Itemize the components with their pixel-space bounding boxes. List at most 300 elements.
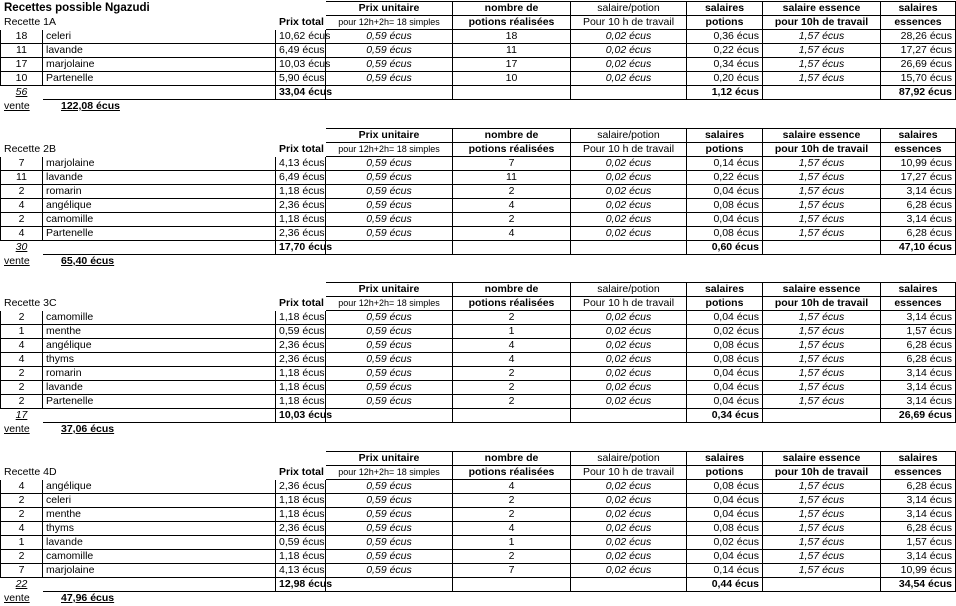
- header-nombre-sub[interactable]: potions réalisées: [453, 143, 571, 157]
- herb-cell[interactable]: angélique: [43, 339, 276, 353]
- salary-potion-cell[interactable]: 0,02 écus: [571, 550, 687, 564]
- header-salaires-potions[interactable]: salaires: [687, 283, 763, 297]
- header-salaires-essences-sub[interactable]: essences: [881, 143, 956, 157]
- header-salaires-potions[interactable]: salaires: [687, 2, 763, 16]
- header-prix-total[interactable]: Prix total: [279, 466, 324, 478]
- herb-cell[interactable]: lavande: [43, 44, 276, 58]
- potions-cell[interactable]: 2: [453, 185, 571, 199]
- potions-cell[interactable]: 2: [453, 494, 571, 508]
- herb-cell[interactable]: celeri: [43, 494, 276, 508]
- salaries-potions-cell[interactable]: 0,04 écus: [687, 395, 763, 409]
- salaries-potions-cell[interactable]: 0,04 écus: [687, 367, 763, 381]
- potions-cell[interactable]: 4: [453, 227, 571, 241]
- total-cell[interactable]: 1,18 écus: [276, 311, 326, 325]
- header-nombre[interactable]: nombre de: [453, 283, 571, 297]
- header-prix-unitaire[interactable]: Prix unitaire: [326, 452, 453, 466]
- salary-potion-cell[interactable]: 0,02 écus: [571, 353, 687, 367]
- header-salaire-essence-sub[interactable]: pour 10h de travail: [763, 297, 881, 311]
- header-salaires-essences[interactable]: salaires: [881, 129, 956, 143]
- total-cell[interactable]: 5,90 écus: [276, 72, 326, 86]
- salaries-essences-cell[interactable]: 17,27 écus: [881, 44, 956, 58]
- empty-cell[interactable]: [763, 100, 881, 114]
- total-cell[interactable]: 2,36 écus: [276, 199, 326, 213]
- salary-potion-cell[interactable]: 0,02 écus: [571, 325, 687, 339]
- header-salaire-essence[interactable]: salaire essence: [763, 452, 881, 466]
- potions-cell[interactable]: 2: [453, 395, 571, 409]
- header-nombre-sub[interactable]: potions réalisées: [453, 466, 571, 480]
- empty-cell[interactable]: [763, 592, 881, 606]
- empty-cell[interactable]: [326, 86, 453, 100]
- total-cell[interactable]: 1,18 écus: [276, 508, 326, 522]
- total-cell[interactable]: 0,59 écus: [276, 325, 326, 339]
- qty-cell[interactable]: 7: [1, 157, 43, 171]
- salary-essence-cell[interactable]: 1,57 écus: [763, 171, 881, 185]
- herb-cell[interactable]: menthe: [43, 325, 276, 339]
- total-cell[interactable]: 1,18 écus: [276, 494, 326, 508]
- unit-price-cell[interactable]: 0,59 écus: [326, 171, 453, 185]
- header-nombre[interactable]: nombre de: [453, 129, 571, 143]
- potions-cell[interactable]: 7: [453, 564, 571, 578]
- total-cell[interactable]: 0,59 écus: [276, 536, 326, 550]
- empty-cell[interactable]: [453, 86, 571, 100]
- salaries-essences-cell[interactable]: 26,69 écus: [881, 58, 956, 72]
- unit-price-cell[interactable]: 0,59 écus: [326, 381, 453, 395]
- salary-essence-cell[interactable]: 1,57 écus: [763, 30, 881, 44]
- salary-essence-cell[interactable]: 1,57 écus: [763, 72, 881, 86]
- herb-cell[interactable]: menthe: [43, 508, 276, 522]
- qty-cell[interactable]: 4: [1, 199, 43, 213]
- total-qty[interactable]: 30: [15, 241, 28, 253]
- herb-cell[interactable]: Partenelle: [43, 72, 276, 86]
- empty-cell[interactable]: [453, 100, 571, 114]
- salaries-essences-cell[interactable]: 3,14 écus: [881, 508, 956, 522]
- salary-essence-cell[interactable]: 1,57 écus: [763, 353, 881, 367]
- salaries-potions-cell[interactable]: 0,08 écus: [687, 339, 763, 353]
- potions-cell[interactable]: 4: [453, 339, 571, 353]
- total-cell[interactable]: 1,18 écus: [276, 381, 326, 395]
- total-salaries-essences[interactable]: 87,92 écus: [881, 86, 956, 100]
- unit-price-cell[interactable]: 0,59 écus: [326, 494, 453, 508]
- herb-cell[interactable]: thyms: [43, 522, 276, 536]
- qty-cell[interactable]: 1: [1, 325, 43, 339]
- salaries-essences-cell[interactable]: 3,14 écus: [881, 213, 956, 227]
- total-qty[interactable]: 56: [15, 86, 28, 98]
- empty-cell[interactable]: [326, 592, 453, 606]
- salaries-potions-cell[interactable]: 0,08 écus: [687, 480, 763, 494]
- header-salaire-essence-sub[interactable]: pour 10h de travail: [763, 143, 881, 157]
- salaries-potions-cell[interactable]: 0,04 écus: [687, 550, 763, 564]
- herb-cell[interactable]: marjolaine: [43, 564, 276, 578]
- herb-cell[interactable]: Partenelle: [43, 395, 276, 409]
- empty-cell[interactable]: [763, 241, 881, 255]
- salaries-potions-cell[interactable]: 0,14 écus: [687, 564, 763, 578]
- header-nombre-sub[interactable]: potions réalisées: [453, 297, 571, 311]
- salary-essence-cell[interactable]: 1,57 écus: [763, 536, 881, 550]
- empty-cell[interactable]: [881, 255, 956, 269]
- header-salaires-essences[interactable]: salaires: [881, 2, 956, 16]
- empty-cell[interactable]: [687, 255, 763, 269]
- unit-price-cell[interactable]: 0,59 écus: [326, 522, 453, 536]
- unit-price-cell[interactable]: 0,59 écus: [326, 199, 453, 213]
- header-salaire-potion[interactable]: salaire/potion: [571, 452, 687, 466]
- salary-essence-cell[interactable]: 1,57 écus: [763, 311, 881, 325]
- header-salaire-potion[interactable]: salaire/potion: [571, 129, 687, 143]
- salaries-potions-cell[interactable]: 0,04 écus: [687, 311, 763, 325]
- header-prix-total[interactable]: Prix total: [279, 16, 324, 28]
- salaries-potions-cell[interactable]: 0,04 écus: [687, 213, 763, 227]
- salaries-essences-cell[interactable]: 6,28 écus: [881, 480, 956, 494]
- total-price[interactable]: 17,70 écus: [276, 241, 326, 255]
- qty-cell[interactable]: 4: [1, 480, 43, 494]
- salaries-potions-cell[interactable]: 0,34 écus: [687, 58, 763, 72]
- salaries-potions-cell[interactable]: 0,08 écus: [687, 199, 763, 213]
- unit-price-cell[interactable]: 0,59 écus: [326, 536, 453, 550]
- header-salaires-potions[interactable]: salaires: [687, 129, 763, 143]
- potions-cell[interactable]: 10: [453, 72, 571, 86]
- header-prix-unitaire-sub[interactable]: pour 12h+2h= 18 simples: [326, 16, 453, 30]
- total-salaries-potions[interactable]: 0,60 écus: [687, 241, 763, 255]
- salaries-essences-cell[interactable]: 10,99 écus: [881, 564, 956, 578]
- empty-cell[interactable]: [43, 86, 276, 100]
- total-salaries-essences[interactable]: 34,54 écus: [881, 578, 956, 592]
- unit-price-cell[interactable]: 0,59 écus: [326, 157, 453, 171]
- herb-cell[interactable]: romarin: [43, 367, 276, 381]
- unit-price-cell[interactable]: 0,59 écus: [326, 58, 453, 72]
- header-salaires-essences-sub[interactable]: essences: [881, 16, 956, 30]
- qty-cell[interactable]: 2: [1, 381, 43, 395]
- salary-essence-cell[interactable]: 1,57 écus: [763, 339, 881, 353]
- empty-cell[interactable]: [43, 409, 276, 423]
- qty-cell[interactable]: 17: [1, 58, 43, 72]
- empty-cell[interactable]: [571, 100, 687, 114]
- salary-potion-cell[interactable]: 0,02 écus: [571, 185, 687, 199]
- total-price[interactable]: 33,04 écus: [276, 86, 326, 100]
- empty-cell[interactable]: [571, 86, 687, 100]
- vente-value[interactable]: 122,08 écus: [61, 100, 120, 112]
- qty-cell[interactable]: 18: [1, 30, 43, 44]
- salary-essence-cell[interactable]: 1,57 écus: [763, 185, 881, 199]
- recipe-name[interactable]: Recette 4D: [4, 466, 57, 478]
- salaries-essences-cell[interactable]: 3,14 écus: [881, 381, 956, 395]
- header-prix-unitaire[interactable]: Prix unitaire: [326, 129, 453, 143]
- potions-cell[interactable]: 1: [453, 325, 571, 339]
- empty-cell[interactable]: [453, 592, 571, 606]
- header-salaires-potions-sub[interactable]: potions: [687, 466, 763, 480]
- header-prix-unitaire-sub[interactable]: pour 12h+2h= 18 simples: [326, 143, 453, 157]
- potions-cell[interactable]: 2: [453, 550, 571, 564]
- header-nombre[interactable]: nombre de: [453, 452, 571, 466]
- empty-cell[interactable]: [571, 409, 687, 423]
- empty-cell[interactable]: [276, 100, 326, 114]
- salary-essence-cell[interactable]: 1,57 écus: [763, 58, 881, 72]
- empty-cell[interactable]: [1, 452, 276, 466]
- salaries-potions-cell[interactable]: 0,04 écus: [687, 508, 763, 522]
- potions-cell[interactable]: 1: [453, 536, 571, 550]
- empty-cell[interactable]: [571, 255, 687, 269]
- salaries-essences-cell[interactable]: 3,14 écus: [881, 185, 956, 199]
- herb-cell[interactable]: lavande: [43, 381, 276, 395]
- total-salaries-potions[interactable]: 0,44 écus: [687, 578, 763, 592]
- vente-value[interactable]: 65,40 écus: [61, 255, 115, 267]
- empty-cell[interactable]: [881, 423, 956, 437]
- potions-cell[interactable]: 18: [453, 30, 571, 44]
- empty-cell[interactable]: [571, 241, 687, 255]
- qty-cell[interactable]: 4: [1, 522, 43, 536]
- vente-label[interactable]: vente: [4, 100, 30, 112]
- herb-cell[interactable]: romarin: [43, 185, 276, 199]
- potions-cell[interactable]: 2: [453, 311, 571, 325]
- salary-potion-cell[interactable]: 0,02 écus: [571, 58, 687, 72]
- salary-essence-cell[interactable]: 1,57 écus: [763, 494, 881, 508]
- header-salaire-essence[interactable]: salaire essence: [763, 129, 881, 143]
- empty-cell[interactable]: [326, 409, 453, 423]
- empty-cell[interactable]: [276, 423, 326, 437]
- empty-cell[interactable]: [326, 423, 453, 437]
- potions-cell[interactable]: 7: [453, 157, 571, 171]
- salary-potion-cell[interactable]: 0,02 écus: [571, 72, 687, 86]
- vente-value[interactable]: 37,06 écus: [61, 423, 115, 435]
- qty-cell[interactable]: 2: [1, 395, 43, 409]
- salary-essence-cell[interactable]: 1,57 écus: [763, 395, 881, 409]
- salaries-essences-cell[interactable]: 3,14 écus: [881, 395, 956, 409]
- total-cell[interactable]: 1,18 écus: [276, 185, 326, 199]
- salary-potion-cell[interactable]: 0,02 écus: [571, 522, 687, 536]
- salaries-potions-cell[interactable]: 0,20 écus: [687, 72, 763, 86]
- empty-cell[interactable]: [326, 241, 453, 255]
- salaries-essences-cell[interactable]: 17,27 écus: [881, 171, 956, 185]
- herb-cell[interactable]: lavande: [43, 536, 276, 550]
- total-cell[interactable]: 1,18 écus: [276, 550, 326, 564]
- salaries-essences-cell[interactable]: 6,28 écus: [881, 339, 956, 353]
- empty-cell[interactable]: [881, 100, 956, 114]
- empty-cell[interactable]: [453, 409, 571, 423]
- qty-cell[interactable]: 2: [1, 367, 43, 381]
- unit-price-cell[interactable]: 0,59 écus: [326, 367, 453, 381]
- qty-cell[interactable]: 2: [1, 213, 43, 227]
- unit-price-cell[interactable]: 0,59 écus: [326, 339, 453, 353]
- unit-price-cell[interactable]: 0,59 écus: [326, 72, 453, 86]
- header-salaires-essences[interactable]: salaires: [881, 452, 956, 466]
- empty-cell[interactable]: [43, 241, 276, 255]
- salary-potion-cell[interactable]: 0,02 écus: [571, 171, 687, 185]
- unit-price-cell[interactable]: 0,59 écus: [326, 227, 453, 241]
- salaries-essences-cell[interactable]: 3,14 écus: [881, 311, 956, 325]
- salary-potion-cell[interactable]: 0,02 écus: [571, 44, 687, 58]
- herb-cell[interactable]: angélique: [43, 480, 276, 494]
- empty-cell[interactable]: [326, 578, 453, 592]
- salary-potion-cell[interactable]: 0,02 écus: [571, 508, 687, 522]
- unit-price-cell[interactable]: 0,59 écus: [326, 395, 453, 409]
- potions-cell[interactable]: 17: [453, 58, 571, 72]
- header-salaire-potion-sub[interactable]: Pour 10 h de travail: [571, 143, 687, 157]
- header-prix-unitaire-sub[interactable]: pour 12h+2h= 18 simples: [326, 297, 453, 311]
- unit-price-cell[interactable]: 0,59 écus: [326, 325, 453, 339]
- salary-potion-cell[interactable]: 0,02 écus: [571, 30, 687, 44]
- salaries-essences-cell[interactable]: 28,26 écus: [881, 30, 956, 44]
- potions-cell[interactable]: 2: [453, 381, 571, 395]
- qty-cell[interactable]: 7: [1, 564, 43, 578]
- unit-price-cell[interactable]: 0,59 écus: [326, 185, 453, 199]
- qty-cell[interactable]: 11: [1, 171, 43, 185]
- qty-cell[interactable]: 2: [1, 185, 43, 199]
- salaries-essences-cell[interactable]: 6,28 écus: [881, 227, 956, 241]
- vente-label[interactable]: vente: [4, 592, 30, 604]
- sheet-title[interactable]: Recettes possible Ngazudi: [4, 2, 150, 14]
- unit-price-cell[interactable]: 0,59 écus: [326, 44, 453, 58]
- empty-cell[interactable]: [276, 129, 326, 143]
- potions-cell[interactable]: 2: [453, 367, 571, 381]
- salaries-essences-cell[interactable]: 6,28 écus: [881, 199, 956, 213]
- salary-potion-cell[interactable]: 0,02 écus: [571, 536, 687, 550]
- total-salaries-essences[interactable]: 26,69 écus: [881, 409, 956, 423]
- salary-potion-cell[interactable]: 0,02 écus: [571, 213, 687, 227]
- header-salaire-essence[interactable]: salaire essence: [763, 283, 881, 297]
- empty-cell[interactable]: [453, 423, 571, 437]
- total-price[interactable]: 10,03 écus: [276, 409, 326, 423]
- salaries-potions-cell[interactable]: 0,04 écus: [687, 381, 763, 395]
- header-salaire-potion-sub[interactable]: Pour 10 h de travail: [571, 16, 687, 30]
- recipe-name[interactable]: Recette 2B: [4, 143, 56, 155]
- empty-cell[interactable]: [453, 241, 571, 255]
- recipe-name[interactable]: Recette 3C: [4, 297, 57, 309]
- empty-cell[interactable]: [276, 2, 326, 16]
- header-salaire-essence[interactable]: salaire essence: [763, 2, 881, 16]
- total-cell[interactable]: 2,36 écus: [276, 480, 326, 494]
- potions-cell[interactable]: 11: [453, 171, 571, 185]
- qty-cell[interactable]: 10: [1, 72, 43, 86]
- salaries-potions-cell[interactable]: 0,22 écus: [687, 171, 763, 185]
- total-cell[interactable]: 1,18 écus: [276, 395, 326, 409]
- salaries-essences-cell[interactable]: 15,70 écus: [881, 72, 956, 86]
- empty-cell[interactable]: [881, 592, 956, 606]
- qty-cell[interactable]: 2: [1, 550, 43, 564]
- salaries-potions-cell[interactable]: 0,08 écus: [687, 227, 763, 241]
- empty-cell[interactable]: [453, 578, 571, 592]
- header-salaire-potion-sub[interactable]: Pour 10 h de travail: [571, 297, 687, 311]
- header-salaire-essence-sub[interactable]: pour 10h de travail: [763, 16, 881, 30]
- salaries-potions-cell[interactable]: 0,22 écus: [687, 44, 763, 58]
- salary-potion-cell[interactable]: 0,02 écus: [571, 494, 687, 508]
- herb-cell[interactable]: lavande: [43, 171, 276, 185]
- total-qty[interactable]: 22: [15, 578, 28, 590]
- salary-potion-cell[interactable]: 0,02 écus: [571, 381, 687, 395]
- header-nombre[interactable]: nombre de: [453, 2, 571, 16]
- potions-cell[interactable]: 11: [453, 44, 571, 58]
- total-cell[interactable]: 10,03 écus: [276, 58, 326, 72]
- salary-essence-cell[interactable]: 1,57 écus: [763, 199, 881, 213]
- herb-cell[interactable]: angélique: [43, 199, 276, 213]
- salary-essence-cell[interactable]: 1,57 écus: [763, 367, 881, 381]
- salary-potion-cell[interactable]: 0,02 écus: [571, 339, 687, 353]
- herb-cell[interactable]: thyms: [43, 353, 276, 367]
- herb-cell[interactable]: marjolaine: [43, 58, 276, 72]
- salaries-potions-cell[interactable]: 0,08 écus: [687, 522, 763, 536]
- header-salaires-potions-sub[interactable]: potions: [687, 297, 763, 311]
- empty-cell[interactable]: [276, 283, 326, 297]
- salary-potion-cell[interactable]: 0,02 écus: [571, 480, 687, 494]
- salaries-potions-cell[interactable]: 0,08 écus: [687, 353, 763, 367]
- total-price[interactable]: 12,98 écus: [276, 578, 326, 592]
- empty-cell[interactable]: [276, 592, 326, 606]
- salaries-potions-cell[interactable]: 0,04 écus: [687, 494, 763, 508]
- header-nombre-sub[interactable]: potions réalisées: [453, 16, 571, 30]
- total-cell[interactable]: 10,62 écus: [276, 30, 326, 44]
- salary-potion-cell[interactable]: 0,02 écus: [571, 157, 687, 171]
- qty-cell[interactable]: 11: [1, 44, 43, 58]
- qty-cell[interactable]: 2: [1, 311, 43, 325]
- salary-essence-cell[interactable]: 1,57 écus: [763, 564, 881, 578]
- vente-label[interactable]: vente: [4, 423, 30, 435]
- salaries-essences-cell[interactable]: 1,57 écus: [881, 536, 956, 550]
- qty-cell[interactable]: 4: [1, 353, 43, 367]
- empty-cell[interactable]: [1, 129, 276, 143]
- header-salaires-essences-sub[interactable]: essences: [881, 466, 956, 480]
- header-prix-unitaire[interactable]: Prix unitaire: [326, 283, 453, 297]
- empty-cell[interactable]: [43, 578, 276, 592]
- header-salaires-essences[interactable]: salaires: [881, 283, 956, 297]
- herb-cell[interactable]: celeri: [43, 30, 276, 44]
- salary-potion-cell[interactable]: 0,02 écus: [571, 367, 687, 381]
- header-salaires-potions-sub[interactable]: potions: [687, 16, 763, 30]
- unit-price-cell[interactable]: 0,59 écus: [326, 480, 453, 494]
- qty-cell[interactable]: 2: [1, 494, 43, 508]
- total-salaries-potions[interactable]: 0,34 écus: [687, 409, 763, 423]
- header-salaire-potion-sub[interactable]: Pour 10 h de travail: [571, 466, 687, 480]
- unit-price-cell[interactable]: 0,59 écus: [326, 30, 453, 44]
- herb-cell[interactable]: Partenelle: [43, 227, 276, 241]
- total-cell[interactable]: 4,13 écus: [276, 157, 326, 171]
- herb-cell[interactable]: camomille: [43, 550, 276, 564]
- salary-essence-cell[interactable]: 1,57 écus: [763, 381, 881, 395]
- salary-potion-cell[interactable]: 0,02 écus: [571, 395, 687, 409]
- header-prix-total[interactable]: Prix total: [279, 297, 324, 309]
- salaries-essences-cell[interactable]: 6,28 écus: [881, 522, 956, 536]
- salaries-essences-cell[interactable]: 3,14 écus: [881, 367, 956, 381]
- unit-price-cell[interactable]: 0,59 écus: [326, 564, 453, 578]
- unit-price-cell[interactable]: 0,59 écus: [326, 508, 453, 522]
- empty-cell[interactable]: [687, 100, 763, 114]
- empty-cell[interactable]: [687, 423, 763, 437]
- salaries-potions-cell[interactable]: 0,02 écus: [687, 536, 763, 550]
- header-prix-unitaire-sub[interactable]: pour 12h+2h= 18 simples: [326, 466, 453, 480]
- header-salaires-essences-sub[interactable]: essences: [881, 297, 956, 311]
- total-cell[interactable]: 4,13 écus: [276, 564, 326, 578]
- potions-cell[interactable]: 2: [453, 213, 571, 227]
- salary-essence-cell[interactable]: 1,57 écus: [763, 325, 881, 339]
- potions-cell[interactable]: 4: [453, 522, 571, 536]
- vente-value[interactable]: 47,96 écus: [61, 592, 115, 604]
- salaries-potions-cell[interactable]: 0,14 écus: [687, 157, 763, 171]
- header-salaire-essence-sub[interactable]: pour 10h de travail: [763, 466, 881, 480]
- empty-cell[interactable]: [763, 423, 881, 437]
- salary-essence-cell[interactable]: 1,57 écus: [763, 480, 881, 494]
- salary-essence-cell[interactable]: 1,57 écus: [763, 522, 881, 536]
- header-salaire-potion[interactable]: salaire/potion: [571, 2, 687, 16]
- salary-potion-cell[interactable]: 0,02 écus: [571, 311, 687, 325]
- empty-cell[interactable]: [453, 255, 571, 269]
- total-cell[interactable]: 1,18 écus: [276, 367, 326, 381]
- total-cell[interactable]: 2,36 écus: [276, 353, 326, 367]
- empty-cell[interactable]: [763, 86, 881, 100]
- header-salaire-potion[interactable]: salaire/potion: [571, 283, 687, 297]
- salaries-essences-cell[interactable]: 1,57 écus: [881, 325, 956, 339]
- vente-label[interactable]: vente: [4, 255, 30, 267]
- empty-cell[interactable]: [687, 592, 763, 606]
- salary-potion-cell[interactable]: 0,02 écus: [571, 199, 687, 213]
- total-salaries-essences[interactable]: 47,10 écus: [881, 241, 956, 255]
- qty-cell[interactable]: 1: [1, 536, 43, 550]
- header-prix-total[interactable]: Prix total: [279, 143, 324, 155]
